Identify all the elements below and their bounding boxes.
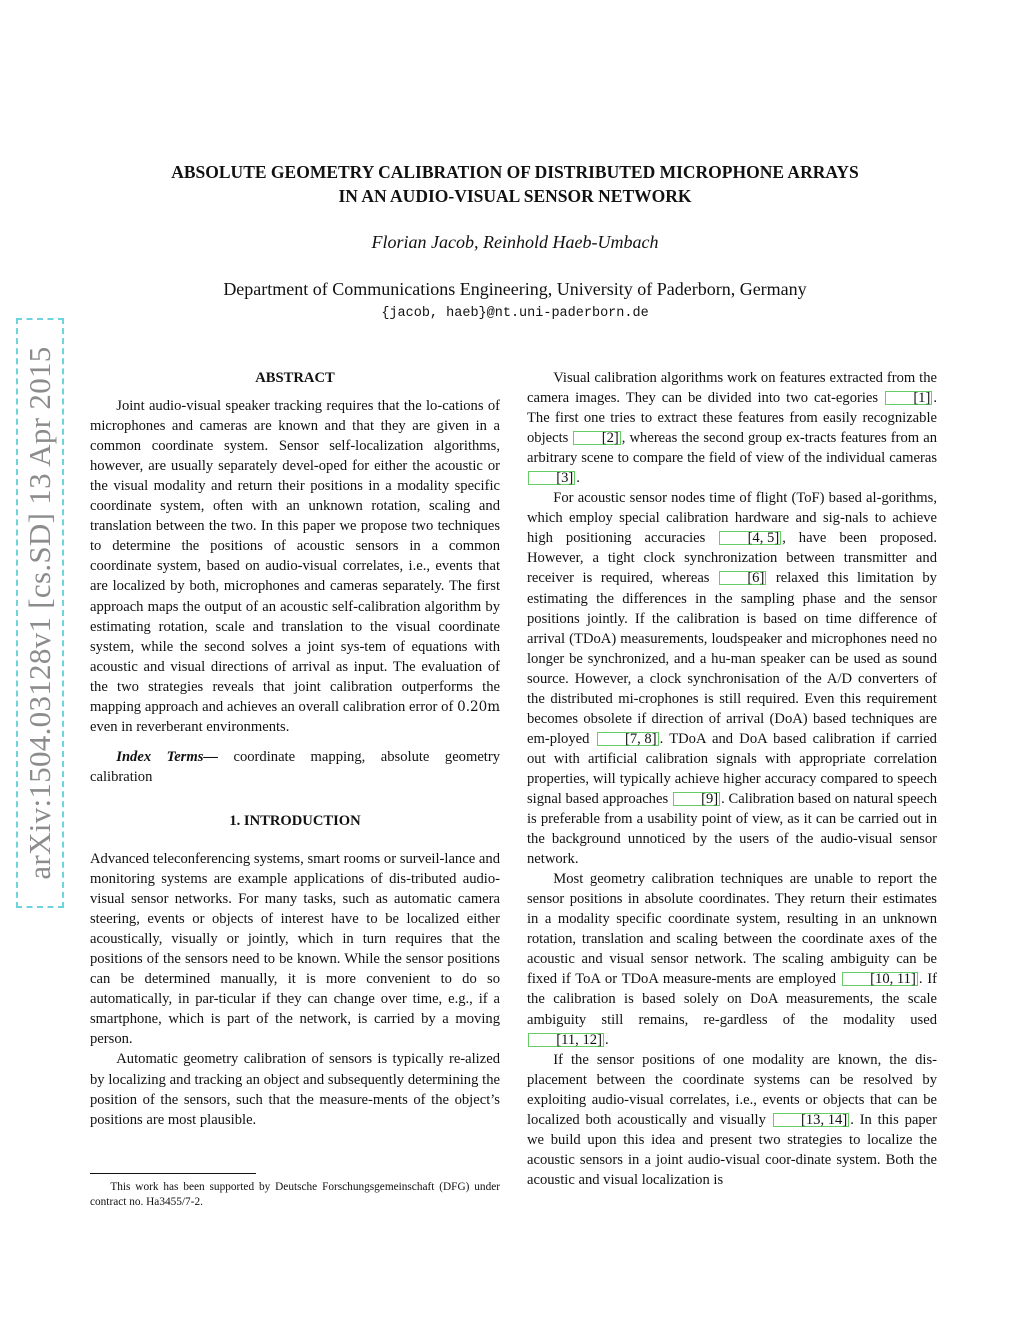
text-span: For acoustic sensor nodes time of flight (ToF) based al-gorithms, which employ special calibration hardware and sig-nals to achieve high positioning accuracies [527,490,937,547]
paper-title-line-2: IN AN AUDIO-VISUAL SENSOR NETWORK [338,186,692,206]
citation-link[interactable]: [13, 14] [773,1113,849,1127]
left-column [90,368,500,1130]
abstract-error-unit: m [487,698,501,715]
text-span: Visual calibration algorithms work on features extracted from the camera images. They can be divided into two cat-egories [527,370,937,407]
citation-link[interactable]: [1] [885,391,932,405]
paper-affiliation: Department of Communications Engineering, University of Paderborn, Germany [223,279,807,299]
paper-email[interactable]: {jacob, haeb}@nt.uni-paderborn.de [381,306,649,321]
index-terms-label: Index Terms— [116,748,218,765]
paper-authors: Florian Jacob, Reinhold Haeb-Umbach [371,232,659,252]
right-paragraph-4 [527,1050,937,1190]
right-column [527,368,937,1190]
citation-link[interactable]: [2] [573,431,620,445]
footnote-rule [90,1173,256,1174]
arxiv-sidebar [16,318,64,908]
text-span: . The first one tries to extract these features from easily recognizable objects [527,390,937,447]
text-span: relaxed this limitation by estimating the differences in the sampling phase and the sensor positions jointly. If the calibration is based on time difference of arrival (TDoA) measurements, loudspeaker and microphones need no longer be synchronized, and a hu-man speaker can be used as sound source. However, a clock synchronisation of the A/D converters of the distributed mi-crophones is still required. Even this requirement becomes obsolete if direction of arrival (DoA) based techniques are em-ployed [527,570,937,747]
citation-link[interactable]: [4, 5] [719,531,781,545]
right-paragraph-1 [527,368,937,488]
citation-link[interactable]: [7, 8] [597,732,659,746]
text-span: . In this paper we build upon this idea and present two strategies to localize the acoustic sensors in a joint audio-visual coor-dinate system. Both the acoustic and visual localization is [527,1111,937,1188]
intro-paragraph-1: Advanced teleconferencing systems, smart rooms or surveil-lance and monitoring systems are example applications of dis-tributed audio-visual sensor networks. For many tasks, such as automatic camera steering, events or objects of interest have to be localized either acoustically, visually or jointly, which in turn requires that the positions of the sensors need to be known. While the sensor positions can be determined manually, it is more convenient to do so automatically, in par-ticular if they can change over time, e.g., if a smartphone, which is part of the network, is carried by a moving person. [90,850,500,1048]
citation-link[interactable]: [11, 12] [528,1033,604,1047]
citation-link[interactable]: [3] [528,471,575,485]
abstract-error-value: 0.20 [457,698,488,715]
intro-paragraph-2: Automatic geometry calibration of sensors is typically re-alized by localizing and tracking an object and subsequently determining the position of the sensors, such that the measure-ments of the object’s positions are most plausible. [90,1051,500,1128]
paper-title [100,160,930,208]
citation-link[interactable]: [9] [673,792,720,806]
text-span: . TDoA and DoA based calibration if carried out with artificial calibration signals with appropriate correlation properties, will typically achieve higher accuracy compared to speech signal based approaches [527,730,937,807]
abstract-text-part-2: even in reverberant environments. [90,718,290,735]
text-span: . [576,470,580,487]
index-terms [90,747,500,787]
text-span: . If the calibration is based solely on DoA measurements, the scale ambiguity still remains, re-gardless of the modality used [527,971,937,1028]
introduction-heading: 1. INTRODUCTION [229,812,361,829]
text-span: . Calibration based on natural speech is preferable from a usability point of view, as it can be carried out in the background unnoticed by the users of the audio-visual sensor network. [527,790,937,868]
abstract-text [90,396,500,737]
footnote: This work has been supported by Deutsche Forschungsgemeinschaft (DFG) under contract no. Ha3455/7-2. [90,1181,500,1208]
paper-title-line-1: ABSOLUTE GEOMETRY CALIBRATION OF DISTRIBUTED MICROPHONE ARRAYS [171,162,859,182]
arxiv-id[interactable]: arXiv:1504.03128v1 [cs.SD] 13 Apr 2015 [22,346,57,880]
right-paragraph-2 [527,488,937,869]
index-terms-text: coordinate mapping, absolute geometry calibration [90,748,501,785]
text-span: , have been proposed. However, a tight clock synchronization between transmitter and receiver is required, whereas [527,530,937,587]
citation-link[interactable]: [10, 11] [842,972,918,986]
right-paragraph-3 [527,869,937,1049]
abstract-heading: ABSTRACT [255,370,335,386]
text-span: Most geometry calibration techniques are unable to report the sensor positions in absolute coordinates. They return their estimates in a modality specific coordinate system, resulting in an unknown rotation, translation and scaling between the coordinate axes of the acoustic and visual sensor network. The scaling ambiguity can be fixed if ToA or TDoA measure-ments are employed [527,871,937,988]
text-span: , whereas the second group ex-tracts features from an arbitrary scene to compare the field of view of the individual cameras [527,430,937,467]
abstract-text-part-1: Joint audio-visual speaker tracking requires that the lo-cations of microphones and cameras are known and that they are given in a common coordinate system. Sensor self-localization algorithms, however, are usually separately devel-oped for either the acoustic or the visual modality and return their positions in a modality specific coordinate system, often with an unknown rotation, scaling and translation between the two. In this paper we propose two techniques to determine the positions of acoustic sensors in a common coordinate system, based on audio-visual correlates, i.e., events that are localized by both, microphones and cameras separately. The first approach maps the output of an acoustic self-calibration algorithm by estimating rotation, scale and translation to the visual coordinate system, while the second solves a joint sys-tem of equations with acoustic and visual directions of arrival as input. The evaluation of the two strategies reveals that joint calibration outperforms the mapping approach and achieves an overall calibration error of [90,398,500,715]
text-span: If the sensor positions of one modality are known, the dis-placement between the coordinate systems can be resolved by exploiting audio-visual correlates, i.e., events or objects that can be localized both acoustically and visually [527,1051,937,1128]
citation-link[interactable]: [6] [719,571,766,585]
text-span: . [604,1031,609,1048]
